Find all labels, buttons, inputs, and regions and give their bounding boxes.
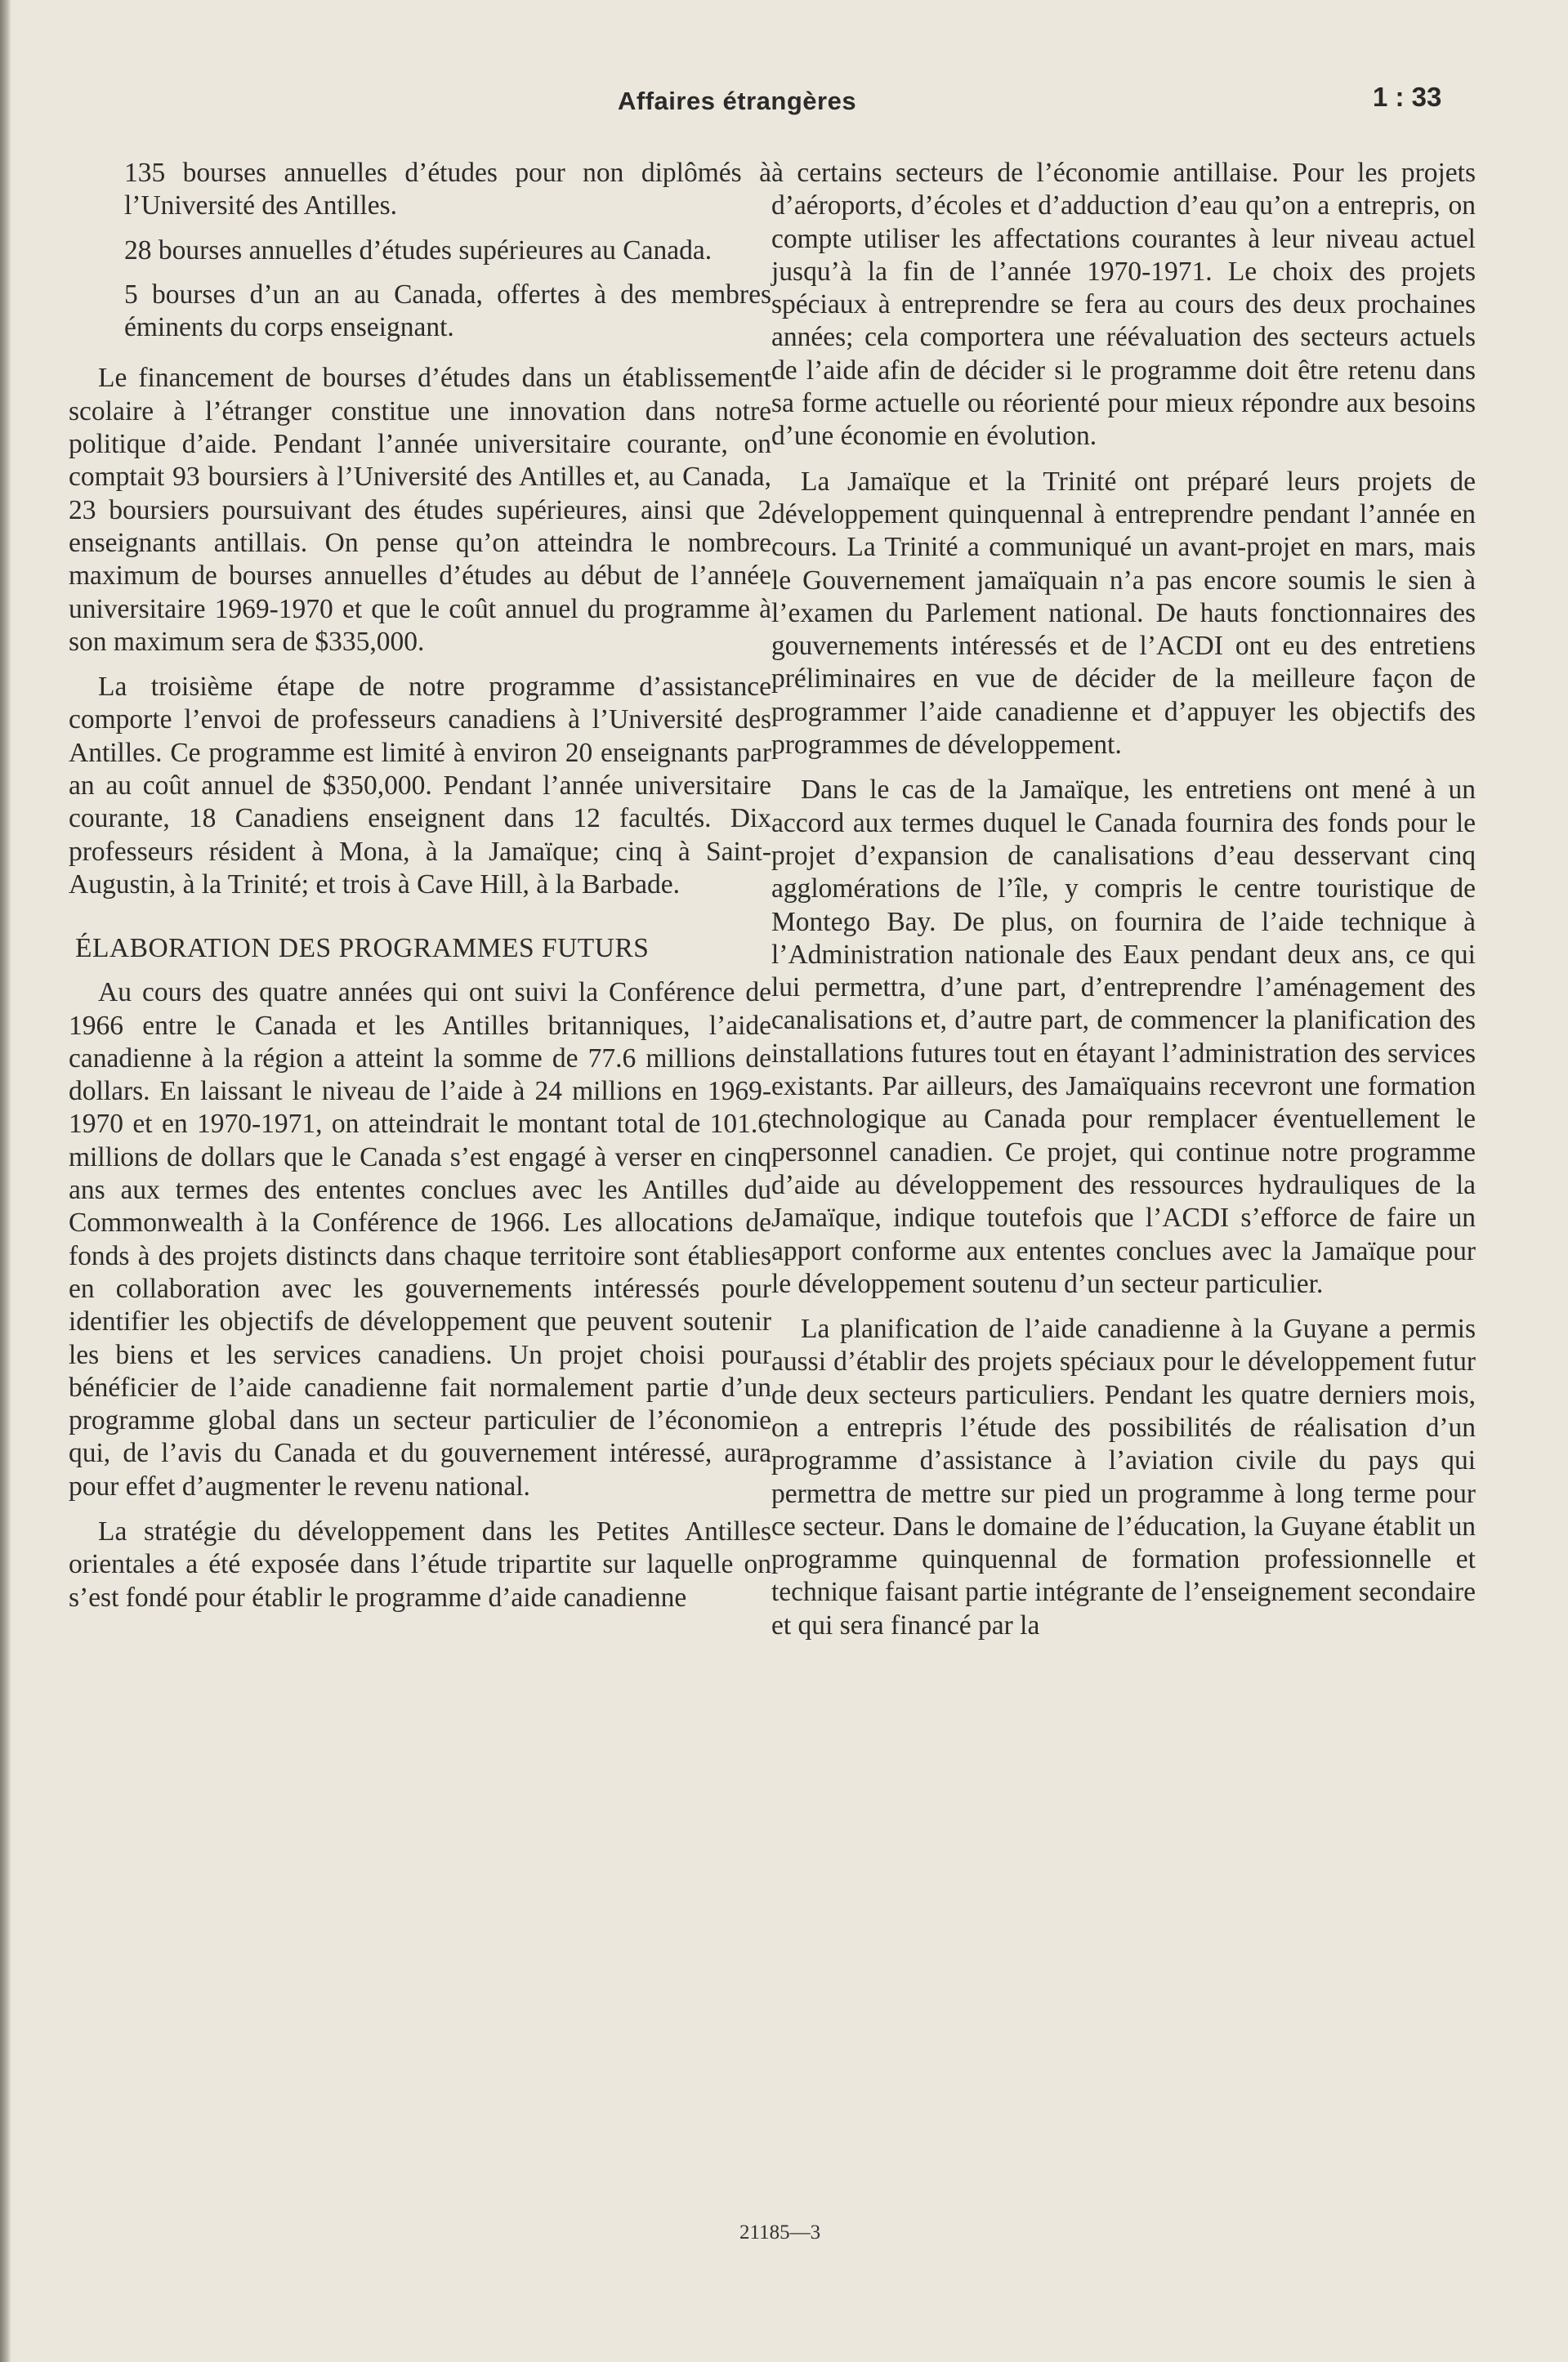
right-column — [771, 157, 1476, 1654]
list-item: 135 bourses annuelles d’études pour non diplômés à l’Université des Antilles. — [124, 158, 771, 221]
left-column — [69, 157, 771, 1627]
page-binding-edge — [0, 0, 11, 2362]
paragraph: Au cours des quatre années qui ont suivi la Conférence de 1966 entre le Canada et les Antilles britanniques, l’aide canadienne à la région a atteint la somme de 77.6 millions de dollars. En laissant le niveau de l’aide à 24 millions en 1969-1970 et en 1970-1971, on atteindrait le montant total de 101.6 millions de dollars que le Canada s’est engagé à verser en cinq ans aux termes des ententes conclues avec les Antilles du Commonwealth à la Conférence de 1966. Les allocations de fonds à des projets distincts dans chaque territoire sont établies en collaboration avec les gouvernements intéressés pour identifier les objectifs de développement que peuvent soutenir les biens et les services canadiens. Un projet choisi pour bénéficier de l’aide canadienne fait normalement partie d’un programme global dans un secteur particulier de l’économie qui, de l’avis du Canada et du gouvernement intéressé, aura pour effet d’augmenter le revenu national. — [69, 977, 771, 1502]
paragraph: La stratégie du développement dans les Petites Antilles orientales a été exposée dans l’étude tripartite sur laquelle on s’est fondé pour établir le programme d’aide canadienne — [69, 1516, 771, 1613]
page-header — [0, 82, 1568, 131]
section-heading: ÉLABORATION DES PROGRAMMES FUTURS — [75, 933, 650, 964]
running-title: Affaires étrangères — [618, 87, 857, 115]
print-signature: 21185—3 — [739, 2221, 821, 2244]
paragraph: Dans le cas de la Jamaïque, les entretiens ont mené à un accord aux termes duquel le Canada fournira des fonds pour le projet d’expansion de canalisations d’eau desservant cinq agglomérations de l’île, y compris le centre touristique de Montego Bay. De plus, on fournira de l’aide technique à l’Administration nationale des Eaux pendant deux ans, ce qui lui permettra, d’une part, d’entreprendre l’aménagement des canalisations et, d’autre part, de commencer la planification des installations futures tout en étayant l’administration des services existants. Par ailleurs, des Jamaïquains recevront une formation technologique au Canada pour remplacer éventuellement le personnel canadien. Ce projet, qui continue notre programme d’aide au développement des ressources hydrauliques de la Jamaïque, indique toutefois que l’ACDI s’efforce de faire un apport conforme aux ententes conclues avec la Jamaïque pour le développement soutenu d’un secteur particulier. — [771, 775, 1476, 1299]
paragraph: Le financement de bourses d’études dans un établissement scolaire à l’étranger constitue une innovation dans notre politique d’aide. Pendant l’année universitaire courante, on comptait 93 boursiers à l’Université des Antilles et, au Canada, 23 boursiers poursuivant des études supérieures, ainsi que 2 enseignants antillais. On pense qu’on atteindra le nombre maximum de bourses annuelles d’études au début de l’année universitaire 1969-1970 et que le coût annuel du programme à son maximum sera de $335,000. — [69, 363, 771, 657]
paragraph: La Jamaïque et la Trinité ont préparé leurs projets de développement quinquennal à entreprendre pendant l’année en cours. La Trinité a communiqué un avant-projet en mars, mais le Gouvernement jamaïquain n’a pas encore soumis le sien à l’examen du Parlement national. De hauts fonctionnaires des gouvernements intéressés et de l’ACDI ont eu des entretiens préliminaires en vue de décider de la meilleure façon de programmer l’aide canadienne et d’appuyer les objectifs des programmes de développement. — [771, 466, 1476, 761]
page-number: 1 : 33 — [1373, 82, 1442, 112]
list-item: 5 bourses d’un an au Canada, offertes à des membres éminents du corps enseignant. — [124, 279, 771, 343]
paragraph: à certains secteurs de l’économie antillaise. Pour les projets d’aéroports, d’écoles et d’adduction d’eau qu’on a entrepris, on compte utiliser les affectations courantes à leur niveau actuel jusqu’à la fin de l’année 1970-1971. Le choix des projets spéciaux à entreprendre se fera au cours des deux prochaines années; cela comportera une réévaluation des secteurs actuels de l’aide afin de décider si le programme doit être retenu dans sa forme actuelle ou réorienté pour mieux répondre aux besoins d’une économie en évolution. — [771, 158, 1476, 452]
list-item: 28 bourses annuelles d’études supérieures au Canada. — [124, 234, 713, 266]
paragraph: La troisième étape de notre programme d’assistance comporte l’envoi de professeurs canadiens à l’Université des Antilles. Ce programme est limité à environ 20 enseignants par an au coût annuel de $350,000. Pendant l’année universitaire courante, 18 Canadiens enseignent dans 12 facultés. Dix professeurs résident à Mona, à la Jamaïque; cinq à Saint-Augustin, à la Trinité; et trois à Cave Hill, à la Barbade. — [69, 672, 771, 900]
paragraph: La planification de l’aide canadienne à la Guyane a permis aussi d’établir des projets spéciaux pour le développement futur de deux secteurs particuliers. Pendant les quatre derniers mois, on a entrepris l’étude des possibilités de réalisation d’un programme d’assistance à l’aviation civile du pays qui permettra de mettre sur pied un programme à long terme pour ce secteur. Dans le domaine de l’éducation, la Guyane établit un programme quinquennal de formation professionnelle et technique faisant partie intégrante de l’enseignement secondaire et qui sera financé par la — [771, 1314, 1476, 1641]
